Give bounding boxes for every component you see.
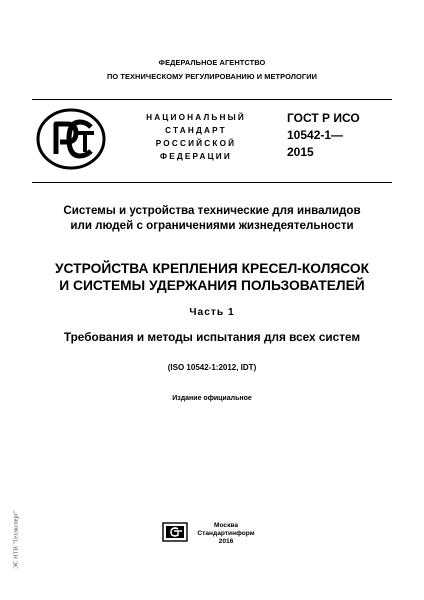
designation-line-3: 2015 xyxy=(287,145,314,159)
edition-label: Издание официальное xyxy=(172,395,252,402)
iso-reference: (ISO 10542-1:2012, IDT) xyxy=(167,363,257,372)
publisher-city: Москва xyxy=(213,522,239,529)
main-title xyxy=(0,261,424,294)
part-title: Требования и методы испытания для всех систем xyxy=(63,330,361,344)
publisher-year: 2016 xyxy=(218,538,234,545)
standard-designation xyxy=(287,110,397,161)
part-number: Часть 1 xyxy=(189,307,235,318)
subject-line-2: или людей с ограничениями жизнедеятельности xyxy=(70,219,354,232)
standard-subject xyxy=(0,203,424,233)
subject-line-1: Системы и устройства технические для инвалидов xyxy=(63,204,361,217)
main-title-line-1: УСТРОЙСТВА КРЕПЛЕНИЯ КРЕСЕЛ-КОЛЯСОК xyxy=(54,261,370,276)
main-title-line-2: И СИСТЕМЫ УДЕРЖАНИЯ ПОЛЬЗОВАТЕЛЕЙ xyxy=(59,277,365,293)
top-rule xyxy=(32,99,392,100)
agency-subtitle: ПО ТЕХНИЧЕСКОМУ РЕГУЛИРОВАНИЮ И МЕТРОЛОГИИ xyxy=(106,72,318,81)
standartinform-logo-icon xyxy=(162,522,188,542)
standard-line-4: ФЕДЕРАЦИИ xyxy=(160,152,232,161)
standard-line-2: СТАНДАРТ xyxy=(165,126,227,135)
rst-emblem-icon xyxy=(36,108,106,170)
designation-line-2: 10542-1— xyxy=(287,128,344,142)
header-bottom-rule xyxy=(32,182,392,183)
publisher-info xyxy=(196,522,256,546)
publisher-name: Стандартинформ xyxy=(197,530,255,537)
designation-line-1: ГОСТ Р ИСО xyxy=(287,111,360,125)
standard-line-1: НАЦИОНАЛЬНЫЙ xyxy=(146,113,246,122)
side-stamp: ЭС НТИ "Техэксперт" xyxy=(12,510,20,569)
standard-line-3: РОССИЙСКОЙ xyxy=(155,139,237,148)
standard-type xyxy=(140,111,252,163)
agency-name: ФЕДЕРАЛЬНОЕ АГЕНТСТВО xyxy=(158,58,266,67)
